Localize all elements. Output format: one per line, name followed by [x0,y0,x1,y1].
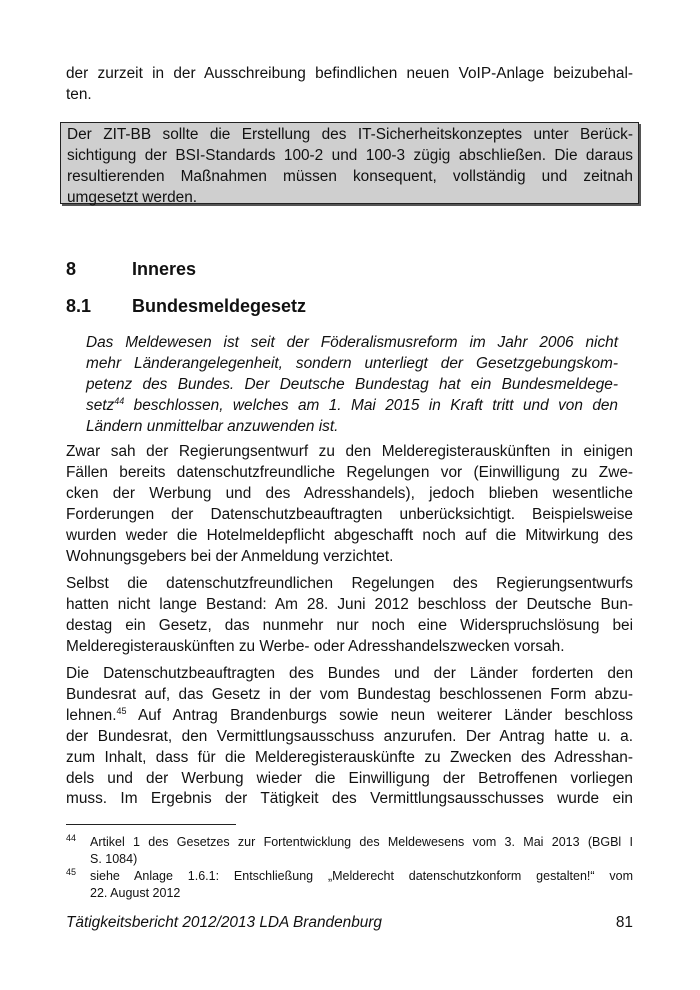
text-line: Fällen bereits datenschutzfreundliche Regelungen vor (Einwilligung zu Zwe- [66,463,633,481]
text-line: Die Datenschutzbeauftragten des Bundes und der Länder forderten den [66,665,633,682]
text-line: cken der Werbung und des Adresshandels), jedoch blieben wesentliche [66,484,633,502]
text-line: wurden weder die Hotelmeldepflicht abgeschafft noch auf die Mitwirkung des [66,526,633,544]
footnote-line: 22. August 2012 [90,886,181,900]
text-run: setz [86,396,115,414]
body-paragraph-3 [66,664,633,831]
text-line: zum Inhalt, dass für die Melderegisterauskünfte zu Zwecken des Adresshan- [66,748,633,766]
page-number: 81 [615,914,633,931]
subsection-title: Bundesmeldegesetz [132,296,307,316]
text-line: umgesetzt werden. [67,188,198,206]
footnote-line: siehe Anlage 1.6.1: Entschließung „Melderecht datenschutzkonform gestalten!“ vom [90,869,633,883]
text-line: hatten nicht lange Bestand: Am 28. Juni 2012 beschloss der Deutsche Bun- [66,595,633,613]
recommendation-box [60,122,639,204]
footnote-ref-44[interactable]: 44 [114,395,125,406]
body-paragraph-1 [66,442,633,588]
footer-title: Tätigkeitsbericht 2012/2013 LDA Brandenburg [66,914,382,931]
text-line: der zurzeit in der Ausschreibung befindlichen neuen VoIP-Anlage beizubehal- [66,65,633,82]
footnote-number: 45 [66,867,77,877]
text-line: resultierenden Maßnahmen müssen konsequent, vollständig und zeitnah [67,167,633,185]
text-line: Zwar sah der Regierungsentwurf zu den Melderegisterauskünften in einigen [66,443,633,460]
text-line: sichtigung der BSI-Standards 100-2 und 100-3 zügig abschließen. Die daraus [67,146,633,164]
text-line: Bundesrat auf, das Gesetz in der vom Bundestag beschlossenen Form abzu- [66,685,633,703]
footnote-line: S. 1084) [90,852,138,866]
text-line: Der ZIT-BB sollte die Erstellung des IT-Sicherheitskonzeptes unter Berück- [67,126,633,143]
footnote-number: 44 [66,833,77,843]
page-footer [66,914,633,932]
text-line: Wohnungsgebers bei der Anmeldung verzichtet. [66,547,394,565]
text-line: der Bundesrat, den Vermittlungsausschuss anzurufen. Der Antrag hatte u. a. [66,727,633,745]
footnote-ref-45[interactable]: 45 [116,705,127,716]
text-line: Forderungen der Datenschutzbeauftragten unberücksichtigt. Beispielsweise [66,505,633,523]
text-line: Das Meldewesen ist seit der Föderalismusreform im Jahr 2006 nicht [86,334,618,351]
intro-summary [86,333,618,438]
text-run: beschlossen, welches am 1. Mai 2015 in Kraft tritt und von den [124,396,618,414]
section-number: 8 [66,259,77,279]
section-title: Inneres [132,259,197,279]
footnote-line: Artikel 1 des Gesetzes zur Fortentwicklung des Meldewesens vom 3. Mai 2013 (BGBl I [90,835,633,849]
text-line: mehr Länderangelegenheit, sondern unterliegt der Gesetzgebungskom- [86,354,618,372]
paragraph-continuation [66,64,633,127]
text-line: destag ein Gesetz, das nunmehr nur noch eine Widerspruchslösung bei [66,616,633,634]
text-line [66,706,633,727]
text-line: Selbst die datenschutzfreundlichen Regelungen des Regierungsentwurfs [66,575,633,592]
text-run: Auf Antrag Brandenburgs sowie neun weiterer Länder beschloss [126,706,633,724]
text-run: lehnen. [66,706,117,724]
text-line: dels und der Werbung wieder die Einwilligung der Betroffenen vorliegen [66,769,633,787]
text-line: petenz des Bundes. Der Deutsche Bundestag hat ein Bundesmeldege- [86,375,618,393]
text-line: ten. [66,85,92,103]
footnote-separator [66,824,236,825]
subsection-number: 8.1 [66,296,92,316]
text-line [86,396,618,417]
body-paragraph-2 [66,574,633,679]
text-line: Melderegisterauskünften zu Werbe- oder Adresshandelszwecken vorsah. [66,637,565,655]
text-line: muss. Im Ergebnis der Tätigkeit des Vermittlungsausschusses wurde ein [66,790,633,808]
text-line: Ländern unmittelbar anzuwenden ist. [86,417,339,435]
